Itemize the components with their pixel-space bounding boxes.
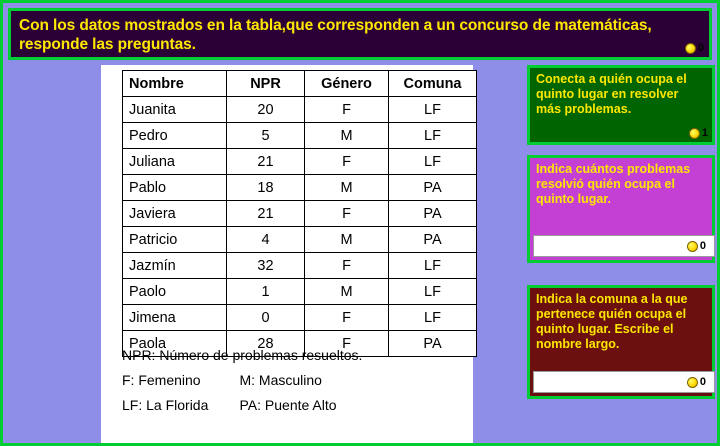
question-2-answer-area bbox=[530, 232, 712, 260]
question-2-text: Indica cuántos problemas resolvió quién ocupa el quinto lugar. bbox=[536, 162, 691, 206]
cell-comuna: LF bbox=[389, 253, 477, 279]
question-card-3[interactable] bbox=[527, 285, 715, 399]
table-row bbox=[123, 279, 477, 305]
table-row bbox=[123, 123, 477, 149]
cell-genero: M bbox=[305, 227, 389, 253]
coin-icon bbox=[685, 43, 696, 54]
cell-genero: M bbox=[305, 175, 389, 201]
cell-npr: 18 bbox=[227, 175, 305, 201]
cell-genero: F bbox=[305, 253, 389, 279]
header-coin-count: 0 bbox=[697, 42, 704, 54]
cell-comuna: LF bbox=[389, 123, 477, 149]
cell-nombre: Juliana bbox=[123, 149, 227, 175]
question-1-score bbox=[689, 127, 708, 139]
table-row bbox=[123, 253, 477, 279]
cell-nombre: Juanita bbox=[123, 97, 227, 123]
question-2-coin-count: 0 bbox=[699, 240, 706, 252]
header-score bbox=[685, 42, 704, 54]
coin-icon bbox=[689, 128, 700, 139]
question-3-answer-area bbox=[530, 368, 712, 396]
cell-npr: 20 bbox=[227, 97, 305, 123]
table-header-row bbox=[123, 71, 477, 97]
question-card-2[interactable] bbox=[527, 155, 715, 263]
instruction-banner bbox=[8, 8, 712, 60]
cell-comuna: LF bbox=[389, 305, 477, 331]
coin-icon bbox=[687, 377, 698, 388]
cell-genero: F bbox=[305, 149, 389, 175]
question-3-coin-count: 0 bbox=[699, 376, 706, 388]
cell-nombre: Jazmín bbox=[123, 253, 227, 279]
question-card-1[interactable] bbox=[527, 65, 715, 145]
table-row bbox=[123, 201, 477, 227]
cell-comuna: LF bbox=[389, 97, 477, 123]
cell-npr: 4 bbox=[227, 227, 305, 253]
data-table bbox=[122, 70, 477, 357]
column-header-npr: NPR bbox=[227, 71, 305, 97]
table-row bbox=[123, 305, 477, 331]
question-1-coin-count: 1 bbox=[701, 127, 708, 139]
question-2-score bbox=[687, 240, 706, 252]
column-header-nombre: Nombre bbox=[123, 71, 227, 97]
cell-comuna: PA bbox=[389, 201, 477, 227]
cell-nombre: Paolo bbox=[123, 279, 227, 305]
legend-line-comuna: LF: La Florida PA: Puente Alto bbox=[122, 397, 337, 413]
cell-genero: M bbox=[305, 279, 389, 305]
cell-genero: F bbox=[305, 201, 389, 227]
cell-npr: 32 bbox=[227, 253, 305, 279]
cell-nombre: Pedro bbox=[123, 123, 227, 149]
cell-comuna: LF bbox=[389, 279, 477, 305]
cell-genero: F bbox=[305, 97, 389, 123]
instruction-text: Con los datos mostrados en la tabla,que corresponden a un concurso de matemáticas, responde las preguntas. bbox=[19, 17, 652, 53]
cell-nombre: Patricio bbox=[123, 227, 227, 253]
legend-line-npr: NPR: Número de problemas resueltos. bbox=[122, 347, 363, 363]
cell-genero: M bbox=[305, 123, 389, 149]
cell-npr: 5 bbox=[227, 123, 305, 149]
question-3-text: Indica la comuna a la que pertenece quién ocupa el quinto lugar. Escribe el nombre largo. bbox=[536, 292, 688, 351]
cell-nombre: Jimena bbox=[123, 305, 227, 331]
cell-npr: 21 bbox=[227, 201, 305, 227]
coin-icon bbox=[687, 241, 698, 252]
cell-nombre: Paola bbox=[123, 331, 227, 357]
cell-comuna: PA bbox=[389, 331, 477, 357]
cell-npr: 1 bbox=[227, 279, 305, 305]
cell-nombre: Javiera bbox=[123, 201, 227, 227]
cell-comuna: LF bbox=[389, 149, 477, 175]
cell-npr: 0 bbox=[227, 305, 305, 331]
question-1-text: Conecta a quién ocupa el quinto lugar en resolver más problemas. bbox=[536, 72, 687, 116]
legend-line-genero: F: Femenino M: Masculino bbox=[122, 372, 322, 388]
question-3-score bbox=[687, 376, 706, 388]
cell-genero: F bbox=[305, 331, 389, 357]
cell-npr: 21 bbox=[227, 149, 305, 175]
cell-comuna: PA bbox=[389, 175, 477, 201]
cell-nombre: Pablo bbox=[123, 175, 227, 201]
column-header-genero: Género bbox=[305, 71, 389, 97]
table-row bbox=[123, 175, 477, 201]
table-row bbox=[123, 149, 477, 175]
table-row bbox=[123, 97, 477, 123]
column-header-comuna: Comuna bbox=[389, 71, 477, 97]
cell-npr: 28 bbox=[227, 331, 305, 357]
cell-comuna: PA bbox=[389, 227, 477, 253]
legend bbox=[122, 343, 452, 418]
table-row bbox=[123, 227, 477, 253]
cell-genero: F bbox=[305, 305, 389, 331]
